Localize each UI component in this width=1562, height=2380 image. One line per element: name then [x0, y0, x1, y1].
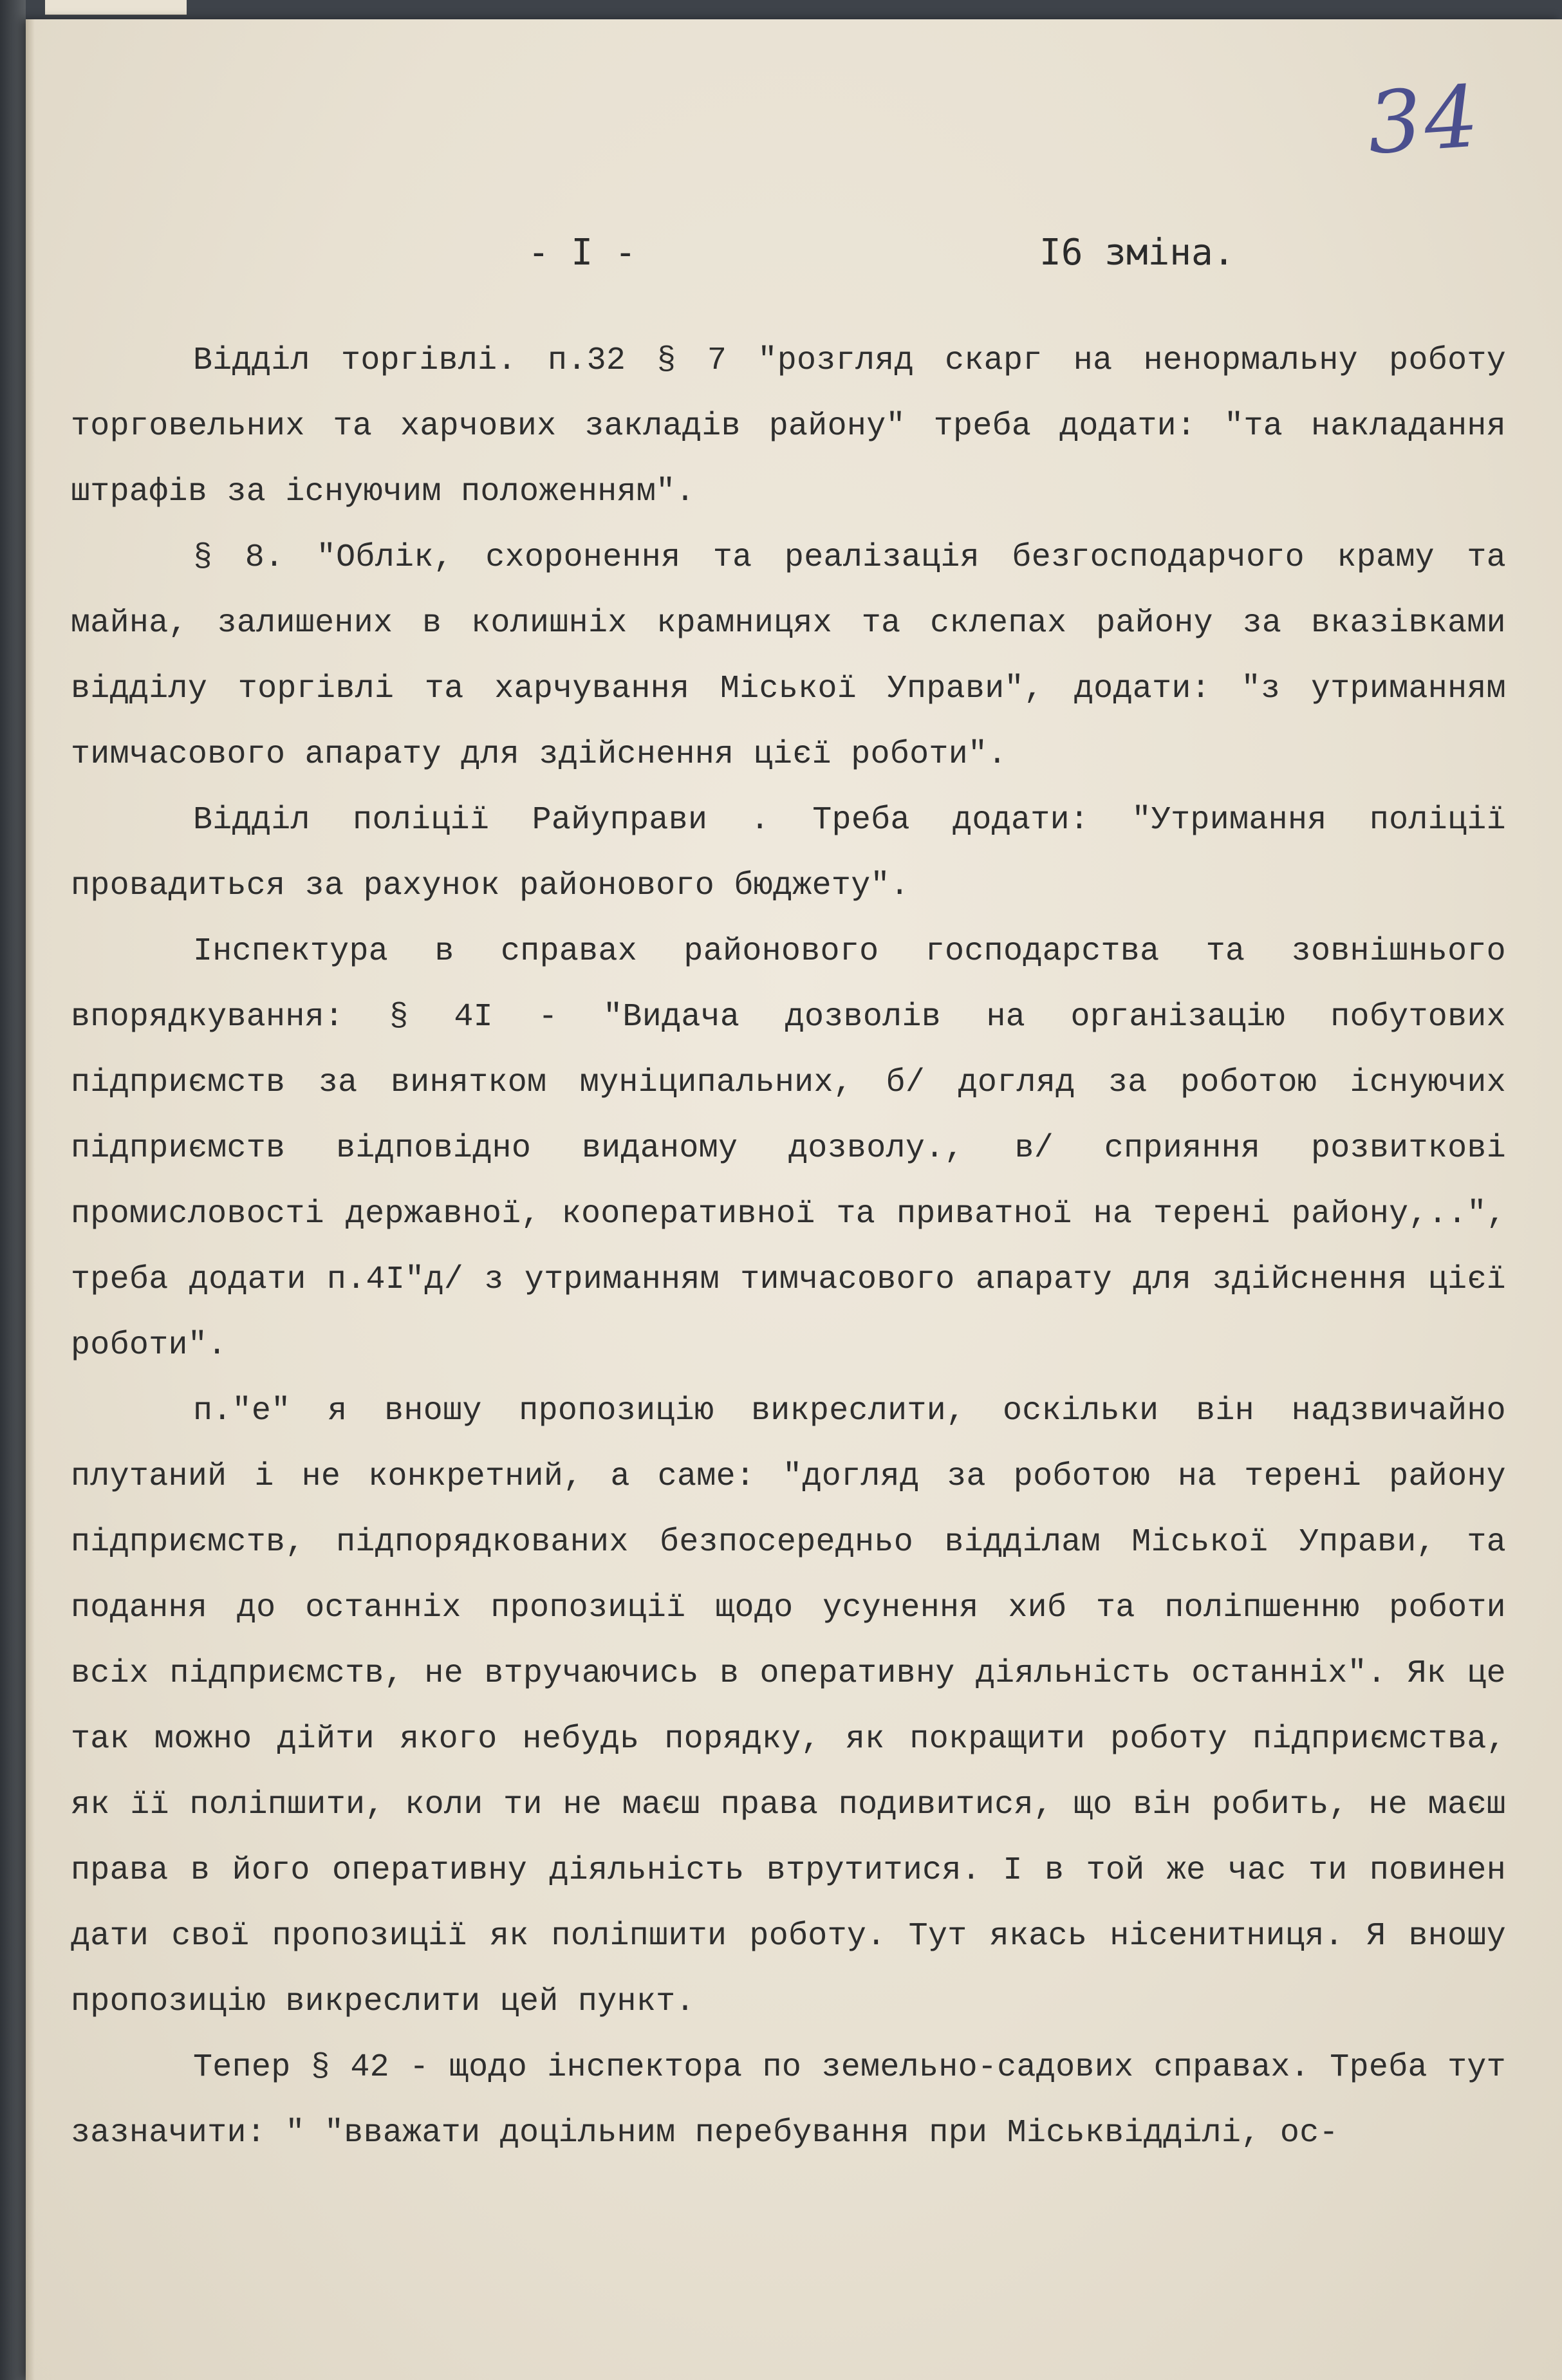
page-header [26, 232, 1562, 290]
paragraph-section-8: § 8. "Облік, схоронення та реалізація безгосподарчого краму та майна, залишених в колишніх крамницях та склепах району за вказівками відділу торгівлі та харчування Міської Управи", додати: "з утриманням тимчасового апарату для здійснення цієї роботи". [71, 539, 1506, 773]
paragraph-section-42: Тепер § 42 - щодо інспектора по земельно-садових справах. Треба тут зазначити: " "вважати доцільним перебування при Міськвідділі, ос- [71, 2049, 1506, 2152]
paper-scrap [45, 0, 187, 15]
document-body [71, 328, 1506, 2166]
paragraph-trade-department: Відділ торгівлі. п.32 § 7 "розгляд скарг на ненормальну роботу торговельних та харчових закладів району" треба додати: "та накладання штрафів за існуючим положенням". [71, 342, 1506, 510]
handwritten-folio-number: 34 [1364, 67, 1485, 174]
page-number: - I - [528, 232, 637, 274]
paragraph-inspectorate: Інспектура в справах районового господарства та зовнішнього впорядкування: § 4I - "Видача дозволів на організацію побутових підприємств за винятком муніципальних, б/ догляд за роботою існуючих підприємств відповідно виданому дозволу., в/ сприяння розвиткові промисловості державної, кооперативної та приватної на терені району,..", треба додати п.4I"д/ з утриманням тимчасового апарату для здійснення цієї роботи". [71, 933, 1506, 1364]
paragraph-item-e: п."е" я вношу пропозицію викреслити, оскільки він надзвичайно плутаний і не конкретний, а саме: "догляд за роботою на терені району підприємств, підпорядкованих безпосередньо відділам Міської Управи, та подання до останніх пропозиції щодо усунення хиб та поліпшенню роботи всіх підприємств, не втручаючись в оперативну діяльність останніх". Як це так можно дійти якого небудь порядку, як покращити роботу підприємства, як її поліпшити, коли ти не маєш права подивитися, що він робить, не маєш права в його оперативну діяльність втрутитися. І в той же час ти повинен дати свої пропозиції як поліпшити роботу. Тут якась нісенитниця. Я вношу пропозицію викреслити цей пункт. [71, 1393, 1506, 2020]
paragraph-police-department: Відділ поліції Райуправи . Треба додати: "Утримання поліції провадиться за рахунок районового бюджету". [71, 802, 1506, 904]
page-shadow-edge [26, 19, 35, 2380]
typewritten-page [26, 19, 1562, 2380]
change-label: I6 зміна. [1039, 232, 1235, 274]
scanner-background-left [0, 0, 26, 2380]
